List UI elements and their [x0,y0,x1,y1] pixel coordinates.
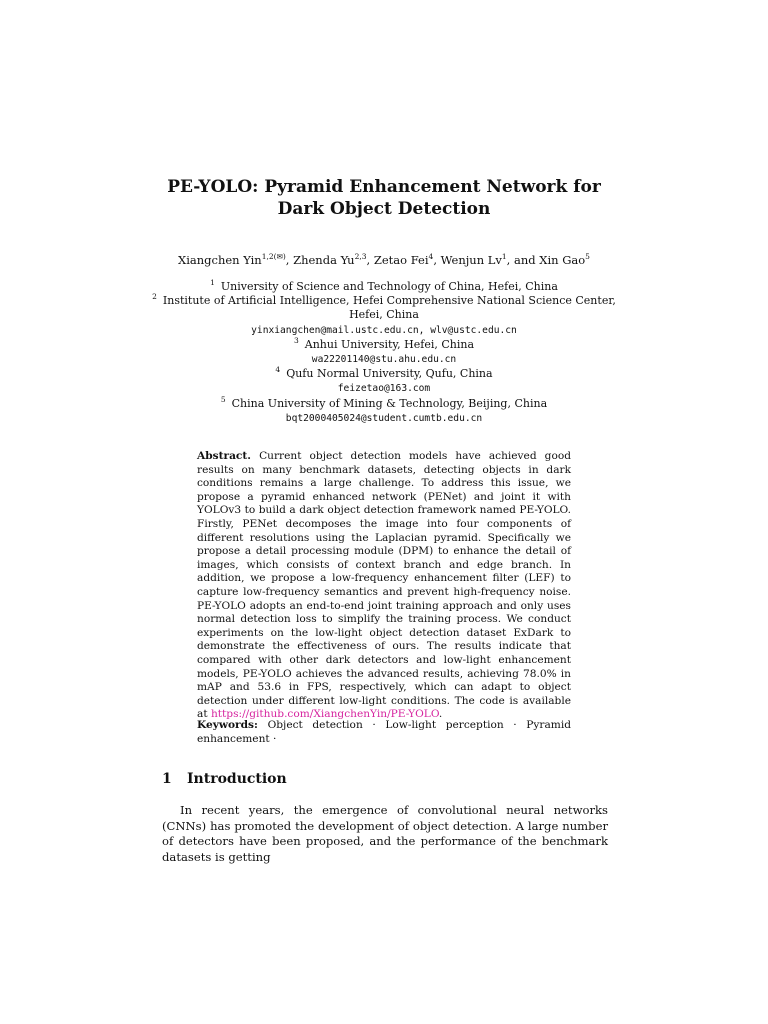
affiliation-number: 5 [220,394,226,404]
section-title: Introduction [187,771,287,787]
code-link[interactable]: https://github.com/XiangchenYin/PE-YOLO [210,708,439,721]
affiliation-text: bqt2000405024@student.cumtb.edu.cn [285,412,483,424]
affiliation-number: 3 [293,335,299,345]
author-separator: , [433,253,441,267]
section-heading-introduction [162,770,612,788]
intro-text: In recent years, the emergence of convolutional neural networks (CNNs) has promoted the development of object detection. A large number of detectors have been proposed, and the performance of the benchmark datasets is getting [162,803,608,864]
abstract [197,450,571,722]
author-separator: , [285,253,294,267]
affiliation-number: 1 [210,278,215,287]
author-name: Xiangchen Yin [178,253,262,267]
author-affiliation-marker: 2,3 [354,252,367,261]
affiliation-text: Anhui University, Hefei, China [304,337,475,351]
affiliation-text: Qufu Normal University, Qufu, China [286,367,493,381]
keywords-text: Object detection · Low-light perception · Pyramid enhancement · [197,719,572,745]
affiliation-line [120,294,648,308]
abstract-label: Abstract. [197,450,251,462]
affiliation-text: yinxiangchen@mail.ustc.edu.cn, wlv@ustc.edu.cn [251,324,517,336]
author-separator: , [366,253,374,267]
title-line-1: PE-YOLO: Pyramid Enhancement Network for [167,177,601,197]
section-number: 1 [162,771,172,787]
keywords-label: Keywords: [197,719,258,731]
author-name: Xin Gao [539,253,586,267]
affiliation-text: wa22201140@stu.ahu.edu.cn [311,354,457,366]
affiliation-line [120,280,648,294]
author-affiliation-marker: 1,2(✉) [261,252,286,261]
intro-paragraph [162,803,608,865]
author-affiliation-marker: 5 [585,252,590,261]
affiliation-email [120,381,648,396]
paper-title [0,176,768,220]
affiliation-text: Hefei, China [349,308,419,322]
affiliation-email [120,352,648,367]
affiliation-text: Institute of Artificial Intelligence, Hefei Comprehensive National Science Center, [162,294,616,308]
affiliation-text: feizetao@163.com [337,383,431,395]
affiliation-number: 4 [275,365,281,375]
author-name: Zhenda Yu [293,253,355,267]
affiliation-email [120,411,648,426]
affiliation-line [120,394,648,411]
affiliation-email [120,323,648,338]
affiliation-line [120,308,648,322]
author-name: Zetao Fei [373,253,429,267]
author-name: Wenjun Lv [440,253,502,267]
affiliations [120,280,648,426]
author-affiliation-marker: 4 [428,252,434,261]
affiliation-text: China University of Mining & Technology, Beijing, China [231,396,548,410]
affiliation-line [120,367,648,381]
abstract-end: . [438,708,443,721]
abstract-text: Current object detection models have achieved good results on many benchmark datasets, detecting objects in dark conditions remains a large challenge. To address this issue, we propose a pyramid enhanced network (PENet) and joint it with YOLOv3 to build a dark object detection framework named PE-YOLO. Firstly, PENet decomposes the image into four components of different resolutions using the Laplacian pyramid. Specifically we propose a detail processing module (DPM) to enhance the detail of images, which consists of context branch and edge branch. In addition, we propose a low-frequency enhancement filter (LEF) to capture low-frequency semantics and prevent high-frequency noise. PE-YOLO adopts an end-to-end joint training approach and only uses normal detection loss to simplify the training process. We conduct experiments on the low-light object detection dataset ExDark to demonstrate the effectiveness of ours. The results indicate that compared with other dark detectors and low-light enhancement models, PE-YOLO achieves the advanced results, achieving 78.0% in mAP and 53.6 in FPS, respectively, which can adapt to object detection under different low-light conditions. The code is available at [197,450,571,721]
title-line-2: Dark Object Detection [277,199,491,219]
affiliation-text: University of Science and Technology of China, Hefei, China [220,280,558,293]
keywords [197,718,571,746]
author-separator: , and [506,253,540,267]
author-list [0,252,768,268]
author-affiliation-marker: 1 [501,252,507,261]
affiliation-line [120,335,648,352]
affiliation-number: 2 [152,292,157,302]
